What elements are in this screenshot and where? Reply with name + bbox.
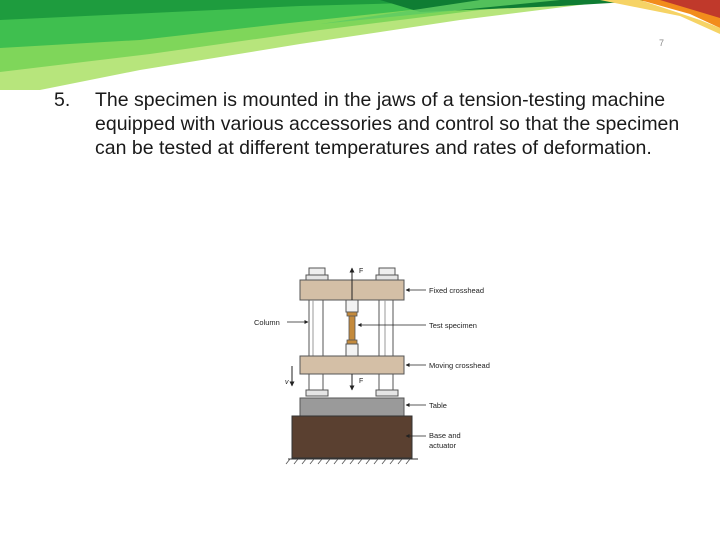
label-fixed-crosshead: Fixed crosshead: [429, 286, 485, 295]
column-right: [379, 300, 393, 356]
upper-grip: [346, 300, 358, 312]
label-base-line1: Base and: [429, 431, 461, 440]
label-moving-crosshead: Moving crosshead: [429, 361, 490, 370]
force-label-bottom: F: [359, 378, 364, 385]
velocity-label: v: [285, 379, 289, 386]
list-item-number: 5.: [54, 89, 71, 111]
label-test-specimen: Test specimen: [429, 321, 477, 330]
numbered-list-item: [54, 88, 684, 160]
decorative-banner: [0, 0, 720, 90]
label-base-line2: actuator: [429, 441, 457, 450]
force-label-top: F: [359, 268, 364, 275]
lower-grip: [346, 344, 358, 356]
tension-testing-machine-diagram: [250, 258, 530, 470]
machine-table: [300, 398, 404, 416]
base-and-actuator: [292, 416, 412, 458]
list-item-text: The specimen is mounted in the jaws of a tension-testing machine equipped with various accessories and control so that the specimen can be tested at different temperatures and rates of deformation.: [95, 89, 680, 159]
page-number: 7: [658, 38, 664, 48]
test-specimen: [349, 312, 355, 344]
column-left: [309, 300, 323, 356]
label-column: Column: [254, 318, 280, 327]
moving-crosshead: [300, 356, 404, 374]
label-table: Table: [429, 401, 447, 410]
